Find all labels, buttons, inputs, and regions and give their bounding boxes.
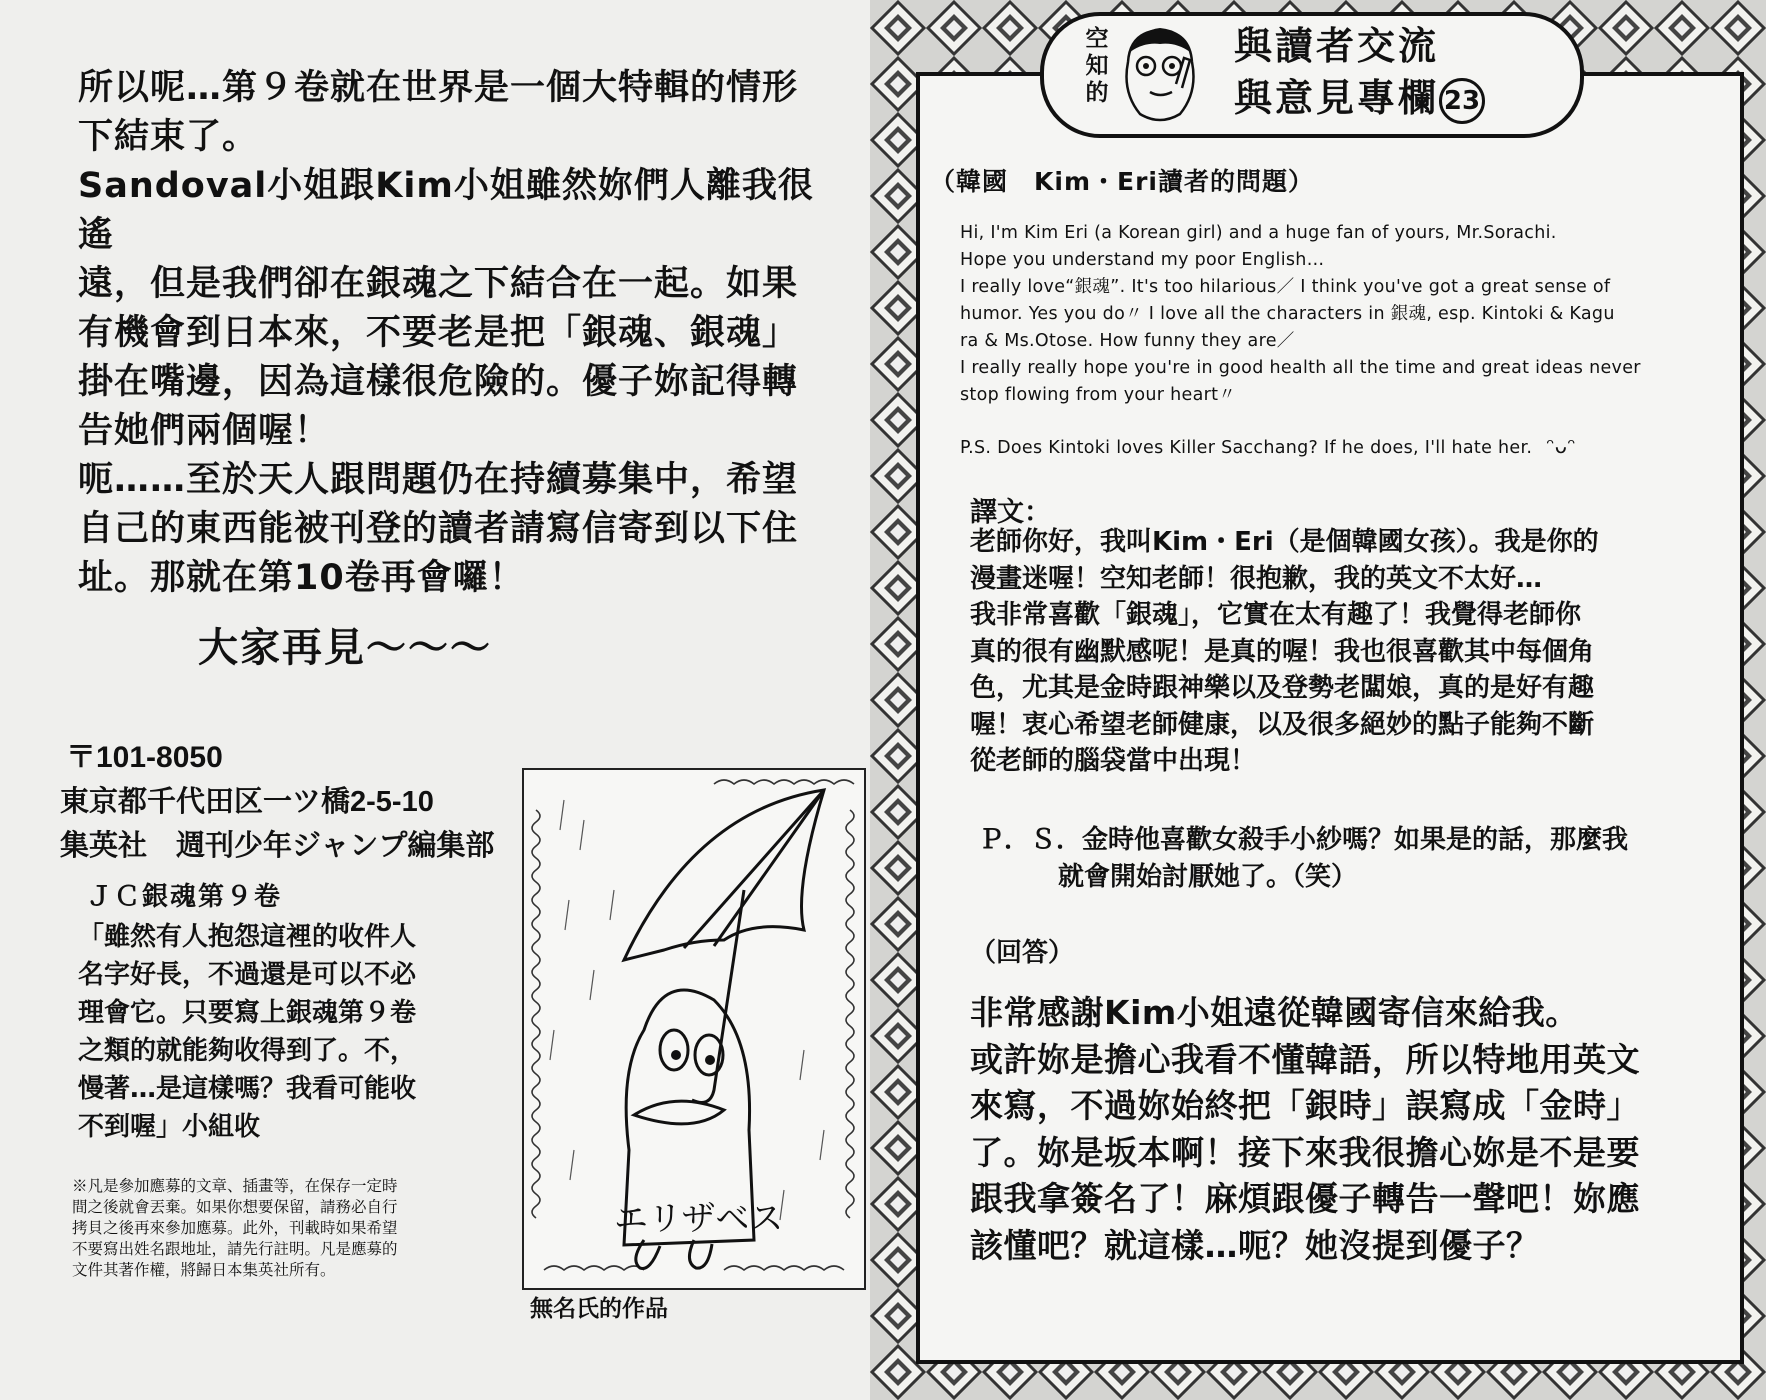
gorilla-face-icon (1110, 22, 1206, 126)
jc-note-line: 「雖然有人抱怨這裡的收件人 (78, 922, 417, 952)
postal-code: 〒101-8050 (66, 741, 223, 774)
column-title-line: 與意見專欄 (1234, 76, 1440, 120)
column-title-line-2 (1234, 72, 1485, 124)
submission-notice (72, 1176, 478, 1281)
english-line: ra & Ms.Otose. How funny they are／ (960, 331, 1295, 351)
translation-line: 老師你好，我叫Kim・Eri（是個韓國女孩）。我是你的 (970, 527, 1599, 557)
address-line: 集英社 週刊少年ジャンプ編集部 (60, 830, 495, 862)
message-line: 址。那就在第10卷再會囉！ (78, 558, 525, 598)
smiley-icon: ᵔᴗᵔ (1546, 434, 1576, 458)
notice-line: ※凡是參加應募的文章、插畫等，在保存一定時 (72, 1177, 398, 1195)
translation-line: 從老師的腦袋當中出現！ (970, 746, 1257, 776)
message-line: 下結束了。 (78, 117, 259, 157)
question-title: （韓國 Kim・Eri讀者的問題） (930, 167, 1314, 196)
english-line: I really really hope you're in good health all the time and great ideas never (960, 358, 1641, 378)
message-line: 自己的東西能被刊登的讀者請寫信寄到以下住 (78, 509, 799, 549)
column-title-line: 與讀者交流 (1234, 24, 1440, 68)
mailing-address (60, 780, 500, 868)
english-ps-row (960, 433, 1682, 462)
answer-line: 非常感謝Kim小姐遠從韓國寄信來給我。 (970, 993, 1579, 1032)
english-line: Hi, I'm Kim Eri (a Korean girl) and a huge fan of yours, Mr.Sorachi. (960, 223, 1557, 243)
message-line: 有機會到日本來，不要老是把「銀魂、銀魂」 (78, 313, 799, 353)
english-line: humor. Yes you do〃 I love all the characters in 銀魂, esp. Kintoki & Kagu (960, 304, 1615, 324)
english-letter (960, 220, 1682, 462)
left-page (0, 0, 870, 1400)
jc-note-line: 理會它。只要寫上銀魂第９卷 (78, 998, 417, 1028)
message-line: 遠，但是我們卻在銀魂之下結合在一起。如果 (78, 264, 799, 304)
jc-note-line: 不到喔」小組收 (78, 1112, 261, 1142)
address-line: 東京都千代田区一ツ橋2-5-10 (60, 786, 434, 818)
notice-line: 間之後就會丟棄。如果你想要保留，請務必自行 (72, 1198, 398, 1216)
jc-label: ＪＣ銀魂第９卷 (86, 882, 283, 912)
ps-translation-line: 就會開始討厭她了。（笑） (1058, 861, 1358, 892)
farewell-text: 大家再見～～～ (198, 625, 492, 671)
answer-line: 來寫，不過妳始終把「銀時」誤寫成「金時」 (970, 1086, 1640, 1125)
translation-line: 真的很有幽默感呢！是真的喔！我也很喜歡其中每個角 (970, 636, 1595, 667)
message-line: 所以呢…第９卷就在世界是一個大特輯的情形 (78, 68, 799, 108)
reader-drawing (522, 768, 866, 1290)
translation-line: 漫畫迷喔！空知老師！很抱歉，我的英文不太好… (970, 563, 1543, 594)
translation-line: 色，尤其是金時跟神樂以及登勢老闆娘，真的是好有趣 (970, 673, 1595, 703)
column-title (1234, 20, 1485, 124)
translation-line: 喔！衷心希望老師健康，以及很多絕妙的點子能夠不斷 (970, 709, 1595, 740)
answer-line: 或許妳是擔心我看不懂韓語，所以特地用英文 (970, 1039, 1640, 1079)
message-line: 告她們兩個喔！ (78, 411, 331, 451)
answer-line: 跟我拿簽名了！麻煩跟優子轉告一聲吧！妳應 (970, 1179, 1640, 1218)
answer-line: 該懂吧？就這樣…呃？她沒提到優子？ (970, 1225, 1540, 1265)
author-answer (970, 990, 1710, 1269)
drawing-caption: 無名氏的作品 (530, 1296, 668, 1322)
header-char: 的 (1085, 80, 1109, 106)
english-line: I really love“銀魂”. It's too hilarious／ I think you've got a great sense of (960, 277, 1611, 297)
english-ps: P.S. Does Kintoki loves Killer Sacchang? If he does, I'll hate her. (960, 438, 1533, 458)
translation-line: 我非常喜歡「銀魂」，它實在太有趣了！我覺得老師你 (970, 600, 1582, 630)
notice-line: 不要寫出姓名跟地址，請先行註明。凡是應募的 (72, 1240, 398, 1258)
notice-line: 拷貝之後再來參加應募。此外，刊載時如果希望 (72, 1219, 398, 1237)
jc-note (78, 918, 478, 1146)
issue-number: 23 (1439, 78, 1485, 124)
message-line: 呃……至於天人跟問題仍在持續募集中，希望 (78, 460, 799, 500)
english-line: stop flowing from your heart〃 (960, 385, 1237, 405)
header-author-label (1084, 26, 1110, 107)
jc-note-line: 之類的就能夠收得到了。不， (78, 1036, 417, 1066)
answer-line: 了。妳是坂本啊！接下來我很擔心妳是不是要 (970, 1132, 1640, 1172)
author-message (78, 64, 848, 603)
elizabeth-drawing (524, 770, 864, 1288)
english-line: Hope you understand my poor English… (960, 250, 1325, 270)
drawing-signature: エリザベス (614, 1199, 784, 1239)
jc-note-line: 慢著…是這樣嗎？我看可能收 (78, 1074, 417, 1104)
ps-translation-line: Ｐ．Ｓ．金時他喜歡女殺手小紗嗎？如果是的話，那麼我 (978, 825, 1629, 855)
ps-translation (978, 822, 1708, 895)
translation-label: 譯文： (970, 497, 1051, 528)
notice-line: 文件其著作權，將歸日本集英社所有。 (72, 1261, 336, 1279)
translation (970, 524, 1710, 780)
right-page (870, 0, 1766, 1400)
message-line: Sandoval小姐跟Kim小姐雖然妳們人離我很遙 (78, 166, 814, 255)
header-char: 空 (1085, 26, 1109, 52)
jc-note-line: 名字好長，不過還是可以不必 (78, 960, 417, 990)
header-char: 知 (1085, 53, 1109, 79)
answer-label: （回答） (970, 938, 1075, 968)
message-line: 掛在嘴邊，因為這樣很危險的。優子妳記得轉 (78, 362, 799, 402)
